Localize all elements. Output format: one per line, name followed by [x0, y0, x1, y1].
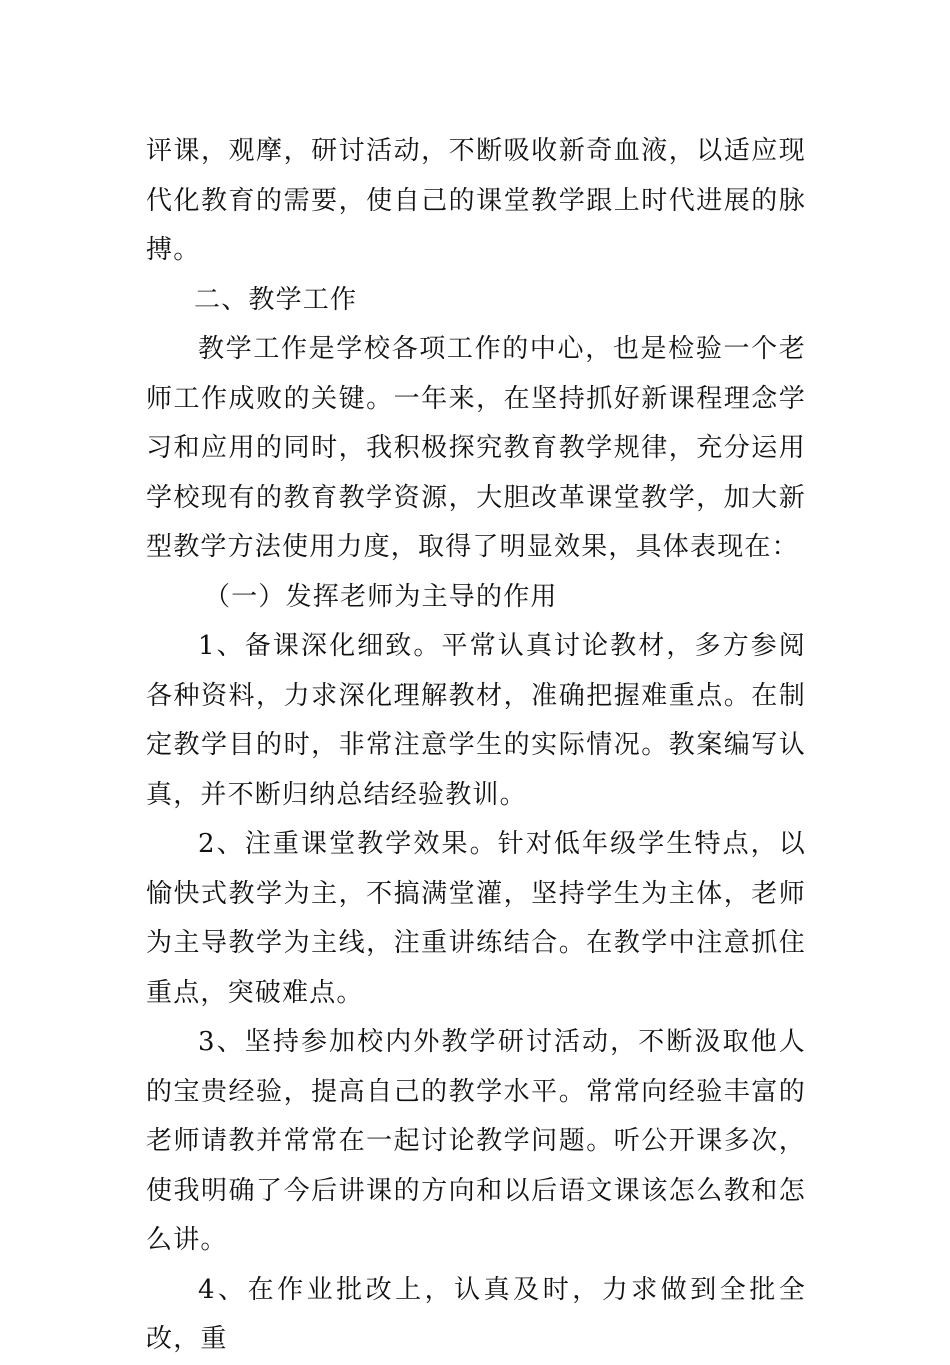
subsection-heading-teacher-role: （一）发挥老师为主导的作用: [204, 581, 558, 612]
list-item-research-activities: 3、坚持参加校内外教学研讨活动，不断汲取他人的宝贵经验，提高自己的教学水平。常常向经验丰富的老师请教并常常在一起讨论教学问题。听公开课多次，使我明确了今后讲课的方向和以后语文课该怎么教和怎么讲。: [146, 1027, 806, 1255]
section-heading-teaching-work: 二、教学工作: [194, 284, 358, 315]
list-item-classroom-effect: 2、注重课堂教学效果。针对低年级学生特点，以愉快式教学为主，不搞满堂灌，坚持学生为主体，老师为主导教学为主线，注重讲练结合。在教学中注意抓住重点，突破难点。: [146, 829, 806, 1008]
paragraph-continuation: 评课，观摩，研讨活动，不断吸收新奇血液，以适应现代化教育的需要，使自己的课堂教学跟上时代进展的脉搏。: [146, 136, 806, 265]
document-body: [146, 127, 806, 1365]
paragraph-teaching-intro: 教学工作是学校各项工作的中心，也是检验一个老师工作成败的关键。一年来，在坚持抓好新课程理念学习和应用的同时，我积极探究教育教学规律，充分运用学校现有的教育教学资源，大胆改革课堂教学，加大新型教学方法使用力度，取得了明显效果，具体表现在：: [146, 334, 806, 562]
list-item-lesson-prep: 1、备课深化细致。平常认真讨论教材，多方参阅各种资料，力求深化理解教材，准确把握难重点。在制定教学目的时，非常注意学生的实际情况。教案编写认真，并不断归纳总结经验教训。: [146, 631, 806, 810]
list-item-homework-correction: 4、在作业批改上，认真及时，力求做到全批全改，重: [146, 1274, 806, 1354]
